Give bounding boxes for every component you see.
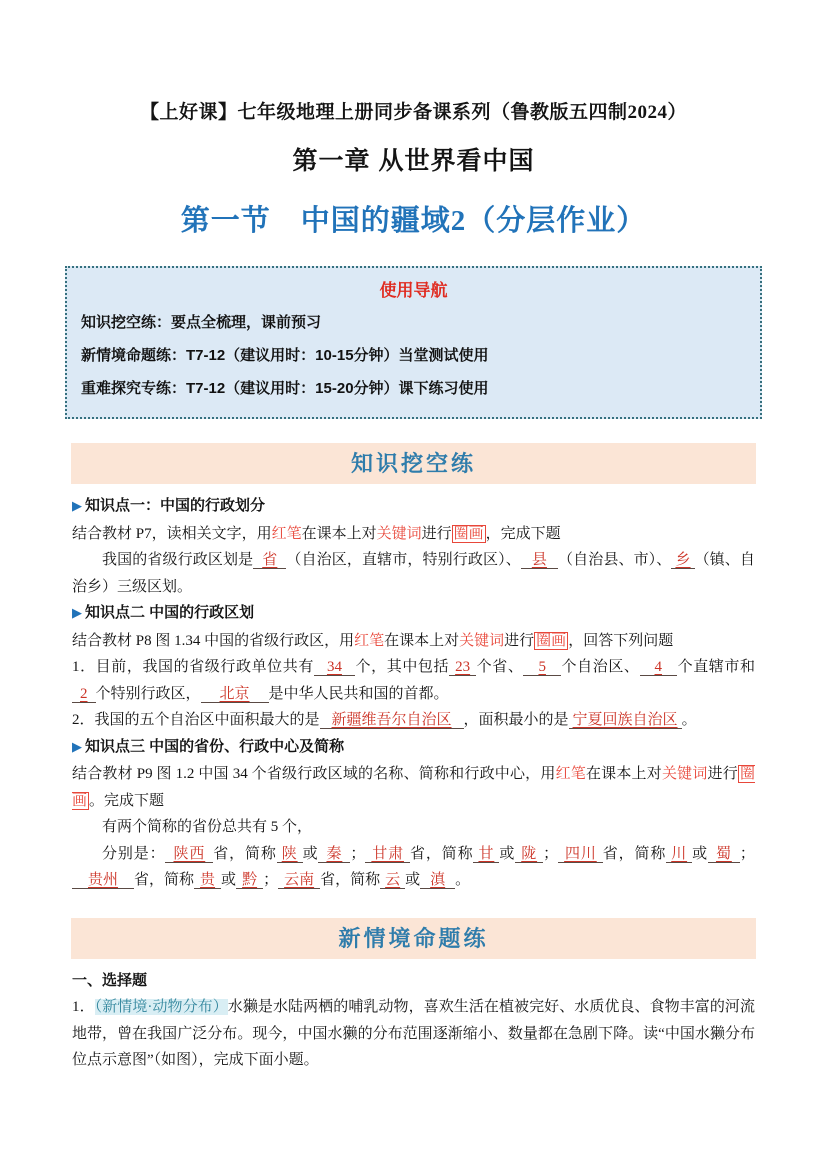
text-segment: 或 xyxy=(499,845,516,862)
text-segment: 2．我国的五个自治区中面积最大的是 xyxy=(72,712,320,728)
answer-blank: 4 xyxy=(640,659,678,676)
chapter-title: 第一章 从世界看中国 xyxy=(292,147,535,175)
text-segment: 省，简称 xyxy=(134,872,195,888)
heading-text: 知识点二 中国的行政区划 xyxy=(85,604,255,621)
answer-blank: 2 xyxy=(72,686,96,703)
series-title: 【上好课】七年级地理上册同步备课系列（鲁教版五四制2024） xyxy=(139,102,687,123)
question-context-tag: （新情境·动物分布） xyxy=(94,999,228,1015)
knowledge-section-content xyxy=(72,493,755,894)
text-segment: 个自治区、 xyxy=(560,659,640,675)
text-segment: 或 xyxy=(221,872,237,888)
answer-blank: 贵州 xyxy=(72,872,134,889)
answer-blank: 甘肃 xyxy=(365,846,410,863)
text-segment: 。完成下题 xyxy=(89,792,165,809)
knowledge-point-heading xyxy=(72,600,755,628)
text-segment: 在课本上对 xyxy=(301,525,377,542)
heading-text: 知识点三 中国的省份、行政中心及简称 xyxy=(85,737,345,755)
text-segment: 或 xyxy=(692,845,708,862)
triangle-bullet-icon: ▶ xyxy=(72,739,82,755)
text-segment: 结合教材 P9 图 1.2 中国 34 个省级行政区域的名称、简称和行政中心，用 xyxy=(72,766,556,782)
red-keyword: 红笔 xyxy=(555,766,586,782)
text-segment: （自治区，直辖市，特别行政区）、 xyxy=(286,552,521,568)
answer-blank: 省 xyxy=(253,552,286,569)
text-segment: 我国的省级行政区划是 xyxy=(102,552,254,568)
section-banner-new-questions: 新情境命题练 xyxy=(71,918,756,959)
usage-guide-lines xyxy=(81,306,746,405)
triangle-bullet-icon: ▶ xyxy=(72,606,82,621)
text-segment: 个，其中包括 xyxy=(354,659,450,675)
answer-blank: 陇 xyxy=(515,846,543,863)
text-segment: 1． xyxy=(72,999,95,1015)
answer-blank: 23 xyxy=(449,659,476,676)
paragraph xyxy=(72,814,755,841)
text-segment: ； xyxy=(543,845,559,862)
answer-blank: 宁夏回族自治区 xyxy=(569,712,682,729)
text-segment: （自治县、市）、 xyxy=(557,552,672,568)
knowledge-point-heading xyxy=(72,734,755,762)
text-segment: ，回答下列问题 xyxy=(568,632,674,649)
text-segment: 。 xyxy=(681,712,697,728)
knowledge-point-heading xyxy=(72,493,755,521)
text-segment: 或 xyxy=(302,845,319,862)
answer-blank: 县 xyxy=(521,552,558,569)
text-segment: 或 xyxy=(405,872,421,888)
circled-keyword: 圈画 xyxy=(536,632,567,649)
answer-blank: 云 xyxy=(380,872,405,889)
usage-guide-line: 新情境命题练：T7-12（建议用时：10-15分钟）当堂测试使用 xyxy=(81,347,489,364)
heading-text: 一、选择题 xyxy=(72,971,148,989)
answer-blank: 蜀 xyxy=(708,846,740,863)
usage-guide-box xyxy=(65,266,762,419)
text-segment: 进行 xyxy=(707,766,738,782)
text-segment: 省，简称 xyxy=(213,845,277,862)
circled-keyword: 圈画 xyxy=(453,525,484,542)
text-segment: 进行 xyxy=(504,632,535,649)
paragraph xyxy=(72,521,755,548)
text-segment: ； xyxy=(263,872,279,888)
answer-blank: 北京 xyxy=(201,686,269,703)
usage-guide-line: 知识挖空练：要点全梳理，课前预习 xyxy=(81,314,322,331)
answer-blank: 秦 xyxy=(318,846,350,863)
text-segment: 省，简称 xyxy=(409,845,474,862)
answer-blank: 34 xyxy=(314,659,355,676)
section-banner-knowledge: 知识挖空练 xyxy=(71,443,756,484)
text-segment: 。 xyxy=(455,872,471,888)
text-segment: ； xyxy=(739,845,755,862)
answer-blank: 云南 xyxy=(278,872,320,889)
answer-blank: 5 xyxy=(523,659,561,676)
text-segment: 结合教材 P8 图 1.34 中国的省级行政区，用 xyxy=(72,632,355,649)
text-segment: 进行 xyxy=(421,525,452,542)
paragraph xyxy=(72,994,755,1074)
answer-blank: 乡 xyxy=(671,552,694,569)
text-segment: ； xyxy=(350,845,366,862)
red-keyword: 关键词 xyxy=(661,766,708,782)
answer-blank: 贵 xyxy=(194,872,221,889)
answer-blank: 陕西 xyxy=(165,846,213,863)
text-segment: 省，简称 xyxy=(602,845,667,862)
text-segment: 个省、 xyxy=(476,659,524,675)
usage-guide-title: 使用导航 xyxy=(379,281,448,300)
heading-text: 知识点一：中国的行政划分 xyxy=(85,497,266,514)
paragraph xyxy=(72,841,755,894)
triangle-bullet-icon: ▶ xyxy=(72,499,82,514)
text-segment: 是中华人民共和国的首都。 xyxy=(268,685,449,702)
text-segment: 在课本上对 xyxy=(585,766,662,782)
text-segment: 分别是： xyxy=(102,845,166,862)
circled-keyword: 圈画 xyxy=(72,766,755,809)
text-segment: 在课本上对 xyxy=(384,632,460,649)
paragraph xyxy=(72,707,755,734)
answer-blank: 川 xyxy=(666,846,692,863)
text-segment: 水獭是水陆两栖的哺乳动物，喜欢生活在植被完好、水质优良、食物丰富的河流地带，曾在我国广泛分布。现今，中国水獭的分布范围逐渐缩小、数量都在急剧下降。读“中国水獭分布位点示意图”（如图），完成下面小题。 xyxy=(72,999,755,1068)
knowledge-point-heading xyxy=(72,968,755,995)
text-segment: （镇、自治乡）三级区划。 xyxy=(72,552,755,595)
text-segment: 1．目前，我国的省级行政单位共有 xyxy=(72,659,314,675)
text-segment: ，面积最小的是 xyxy=(463,712,569,728)
paragraph xyxy=(72,547,755,600)
text-segment: 个直辖市和 xyxy=(677,659,755,675)
text-segment: 结合教材 P7，读相关文字，用 xyxy=(72,525,272,542)
red-keyword: 关键词 xyxy=(459,632,505,649)
red-keyword: 关键词 xyxy=(376,525,422,542)
paragraph xyxy=(72,628,755,655)
answer-blank: 新疆维吾尔自治区 xyxy=(320,712,464,729)
text-segment: 省，简称 xyxy=(320,872,381,888)
answer-blank: 甘 xyxy=(473,846,499,863)
answer-blank: 滇 xyxy=(420,872,455,889)
usage-guide-line: 重难探究专练：T7-12（建议用时：15-20分钟）课下练习使用 xyxy=(81,380,489,397)
text-segment: 有两个简称的省份总共有 5 个， xyxy=(102,819,313,835)
paragraph xyxy=(72,761,755,814)
answer-blank: 四川 xyxy=(558,846,603,863)
answer-blank: 黔 xyxy=(236,872,263,889)
text-segment: ，完成下题 xyxy=(485,525,561,542)
answer-blank: 陕 xyxy=(277,846,303,863)
new-question-section-content xyxy=(72,968,755,1074)
red-keyword: 红笔 xyxy=(271,525,302,542)
red-keyword: 红笔 xyxy=(354,632,385,649)
paragraph xyxy=(72,654,755,707)
section-title: 第一节 中国的疆域2（分层作业） xyxy=(180,205,647,237)
text-segment: 个特别行政区， xyxy=(95,685,201,702)
